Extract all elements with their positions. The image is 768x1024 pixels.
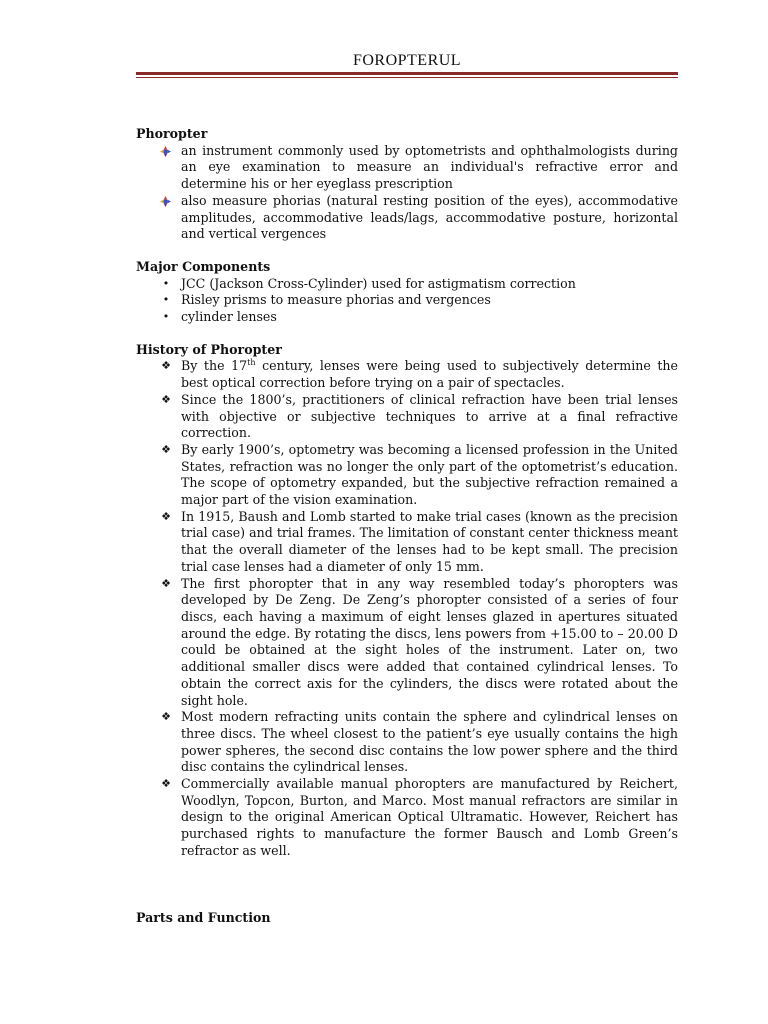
- history-list: [136, 358, 678, 859]
- list-item: [136, 143, 678, 193]
- list-item: [136, 392, 678, 442]
- phoropter-list: [136, 143, 678, 243]
- list-item: [136, 709, 678, 776]
- list-item-text: Commercially available manual phoropters are manufactured by Reichert, Woodlyn, Topcon, Burton, and Marco. Most manual refractors are similar in design to the original American Optical Ultramatic. However, Reichert has purchased rights to manufacture the former Bausch and Lomb Green’s refractor as well.: [181, 776, 678, 858]
- diamond-bullet-icon: ❖: [161, 710, 171, 724]
- list-item-text: Risley prisms to measure phorias and vergences: [181, 292, 491, 308]
- diamond-bullet-icon: ❖: [161, 509, 171, 523]
- list-item: [136, 292, 678, 309]
- section-title-major-components: Major Components: [136, 258, 271, 274]
- list-item-text: By early 1900’s, optometry was becoming a licensed profession in the United States, refraction was no longer the only part of the optometrist’s education. The scope of optometry expanded, but the subjective refraction remained a major part of the vision examination.: [181, 441, 678, 508]
- list-item: [136, 442, 678, 509]
- list-item-text: also measure phorias (natural resting position of the eyes), accommodative amplitudes, accommodative leads/lags, accommodative posture, horizontal and vertical vergences: [181, 192, 678, 242]
- list-item-text: In 1915, Baush and Lomb started to make trial cases (known as the precision trial case) and trial frames. The limitation of constant center thickness meant that the overall diameter of the lenses had to be kept small. The precision trial case lenses had a diameter of only 15 mm.: [181, 508, 678, 574]
- list-item: [136, 776, 678, 860]
- section-title-phoropter: Phoropter: [136, 126, 208, 141]
- diamond-bullet-icon: ❖: [161, 442, 171, 456]
- list-item: [136, 309, 678, 326]
- page-header-title: FOROPTERUL: [352, 52, 462, 69]
- header-rule-thin: [136, 77, 678, 78]
- list-item: [136, 358, 678, 391]
- diamond-bullet-icon: ❖: [161, 777, 171, 791]
- components-list: [136, 276, 678, 326]
- bullet-icon: •: [162, 310, 170, 324]
- four-color-arrow-icon: [160, 146, 171, 157]
- list-item-text: By the 17th century, lenses were being used to subjectively determine the best optical correction before trying on a pair of spectacles.: [181, 358, 678, 391]
- list-item: [136, 576, 678, 710]
- diamond-bullet-icon: ❖: [161, 576, 171, 590]
- diamond-bullet-icon: ❖: [161, 359, 171, 373]
- list-item-text: cylinder lenses: [181, 309, 277, 325]
- list-item-text: Most modern refracting units contain the sphere and cylindrical lenses on three discs. The wheel closest to the patient’s eye usually contains the high power spheres, the second disc contains the low power sphere and the third disc contains the cylindrical lenses.: [181, 709, 678, 775]
- list-item: [136, 509, 678, 576]
- list-item-text: JCC (Jackson Cross-Cylinder) used for astigmatism correction: [181, 275, 576, 291]
- document-body: [136, 126, 678, 926]
- diamond-bullet-icon: ❖: [161, 392, 171, 406]
- list-item: [136, 276, 678, 293]
- header-rule-thick: [136, 72, 678, 75]
- bullet-icon: •: [162, 293, 170, 307]
- section-title-parts-and-function: Parts and Function: [136, 909, 271, 925]
- list-item: [136, 193, 678, 243]
- section-title-history: History of Phoropter: [136, 341, 282, 357]
- bullet-icon: •: [162, 276, 170, 290]
- list-item-text: an instrument commonly used by optometrists and ophthalmologists during an eye examination to measure an individual's refractive error and determine his or her eyeglass prescription: [181, 142, 678, 192]
- list-item-text: The first phoropter that in any way resembled today’s phoropters was developed by De Zeng. De Zeng’s phoropter consisted of a series of four discs, each having a maximum of eight lenses glazed in apertures situated around the edge. By rotating the discs, lens powers from +15.00 to – 20.00 D could be obtained at the sight holes of the instrument. Later on, two additional smaller discs were added that contained cylindrical lenses. To obtain the correct axis for the cylinders, the discs were rotated about the sight hole.: [181, 575, 678, 708]
- list-item-text: Since the 1800’s, practitioners of clinical refraction have been trial lenses with objective or subjective techniques to arrive at a final refractive correction.: [181, 391, 678, 441]
- four-color-arrow-icon: [160, 196, 171, 207]
